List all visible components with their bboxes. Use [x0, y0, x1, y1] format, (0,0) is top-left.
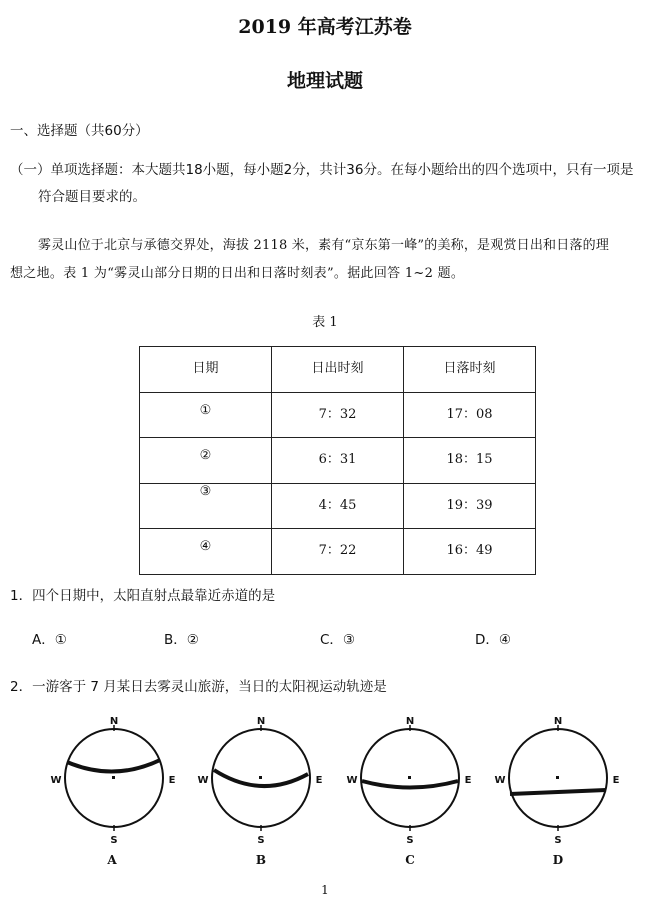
passage-line-1: 雾灵山位于北京与承德交界处，海拔 2118 米，素有“京东第一峰”的美称，是观赏日出和日落的理: [38, 238, 610, 253]
table-cell-sunset: 17：08: [404, 392, 536, 438]
table-row: [140, 529, 536, 575]
west-label: W: [494, 775, 506, 786]
table-header-cell: 日落时刻: [404, 347, 536, 393]
north-label: N: [109, 716, 119, 727]
passage-line-2: 想之地。表 1 为“雾灵山部分日期的日出和日落时刻表”。据此回答 1~2 题。: [10, 266, 465, 281]
observer-dot: [408, 776, 411, 779]
south-label: S: [406, 835, 414, 846]
east-label: E: [612, 775, 620, 786]
south-label: S: [110, 835, 118, 846]
sun-path-diagram-d[interactable]: [494, 716, 619, 867]
table-cell-sunset: 19：39: [404, 483, 536, 529]
table-row: [140, 483, 536, 529]
observer-dot: [259, 776, 262, 779]
page-number: 1: [321, 883, 329, 897]
table-header-row: [140, 347, 536, 393]
south-label: S: [554, 835, 562, 846]
sun-path-diagram-a[interactable]: [50, 716, 175, 867]
instruction-line-2: 符合题目要求的。: [38, 189, 146, 205]
sun-path-curve: [67, 760, 160, 772]
exam-subtitle: 地理试题: [286, 70, 363, 92]
table-header-cell: 日期: [140, 347, 272, 393]
west-label: W: [346, 775, 358, 786]
north-label: N: [256, 716, 266, 727]
observer-dot: [556, 776, 559, 779]
north-label: N: [553, 716, 563, 727]
table-header-cell: 日出时刻: [272, 347, 404, 393]
diagram-option-label: B: [255, 853, 267, 867]
diagram-option-label: C: [405, 853, 415, 867]
table-cell-sunset: 18：15: [404, 438, 536, 484]
sun-path-curve: [362, 781, 458, 788]
table-cell-date: ③: [140, 483, 272, 529]
diagram-option-label: A: [107, 853, 117, 867]
sunrise-sunset-table: [139, 346, 536, 575]
east-label: E: [315, 775, 323, 786]
section-heading: 一、选择题（共60分）: [10, 123, 149, 139]
observer-dot: [112, 776, 115, 779]
table-cell-sunrise: 4：45: [272, 483, 404, 529]
table-cell-sunrise: 7：32: [272, 392, 404, 438]
exam-title: 2019 年高考江苏卷: [238, 16, 412, 38]
table-cell-date: ①: [140, 392, 272, 438]
diagram-option-label: D: [552, 853, 564, 867]
east-label: E: [168, 775, 176, 786]
south-label: S: [257, 835, 265, 846]
table-cell-sunrise: 6：31: [272, 438, 404, 484]
table-cell-date: ②: [140, 438, 272, 484]
sun-path-diagram-b[interactable]: [197, 716, 322, 867]
table-cell-sunrise: 7：22: [272, 529, 404, 575]
instruction-line-1: （一）单项选择题：本大题共18小题，每小题2分，共计36分。在每小题给出的四个选项中，只有一项是: [10, 162, 634, 178]
sun-path-diagram-c[interactable]: [346, 716, 471, 867]
question-1-option-b[interactable]: B．②: [164, 632, 199, 648]
table-row: [140, 438, 536, 484]
question-2-stem: 2．一游客于 7 月某日去雾灵山旅游，当日的太阳视运动轨迹是: [10, 679, 387, 695]
east-label: E: [464, 775, 472, 786]
table-cell-sunset: 16：49: [404, 529, 536, 575]
table-row: [140, 392, 536, 438]
west-label: W: [197, 775, 209, 786]
question-1-option-c[interactable]: C．③: [320, 632, 356, 648]
question-1-option-d[interactable]: D．④: [475, 632, 511, 648]
sun-path-curve: [510, 790, 606, 794]
sun-path-diagrams: [0, 708, 650, 878]
question-1-option-a[interactable]: A．①: [32, 632, 67, 648]
north-label: N: [405, 716, 415, 727]
question-1-stem: 1．四个日期中，太阳直射点最靠近赤道的是: [10, 588, 276, 604]
table-caption: 表 1: [312, 315, 338, 330]
table-cell-date: ④: [140, 529, 272, 575]
west-label: W: [50, 775, 62, 786]
